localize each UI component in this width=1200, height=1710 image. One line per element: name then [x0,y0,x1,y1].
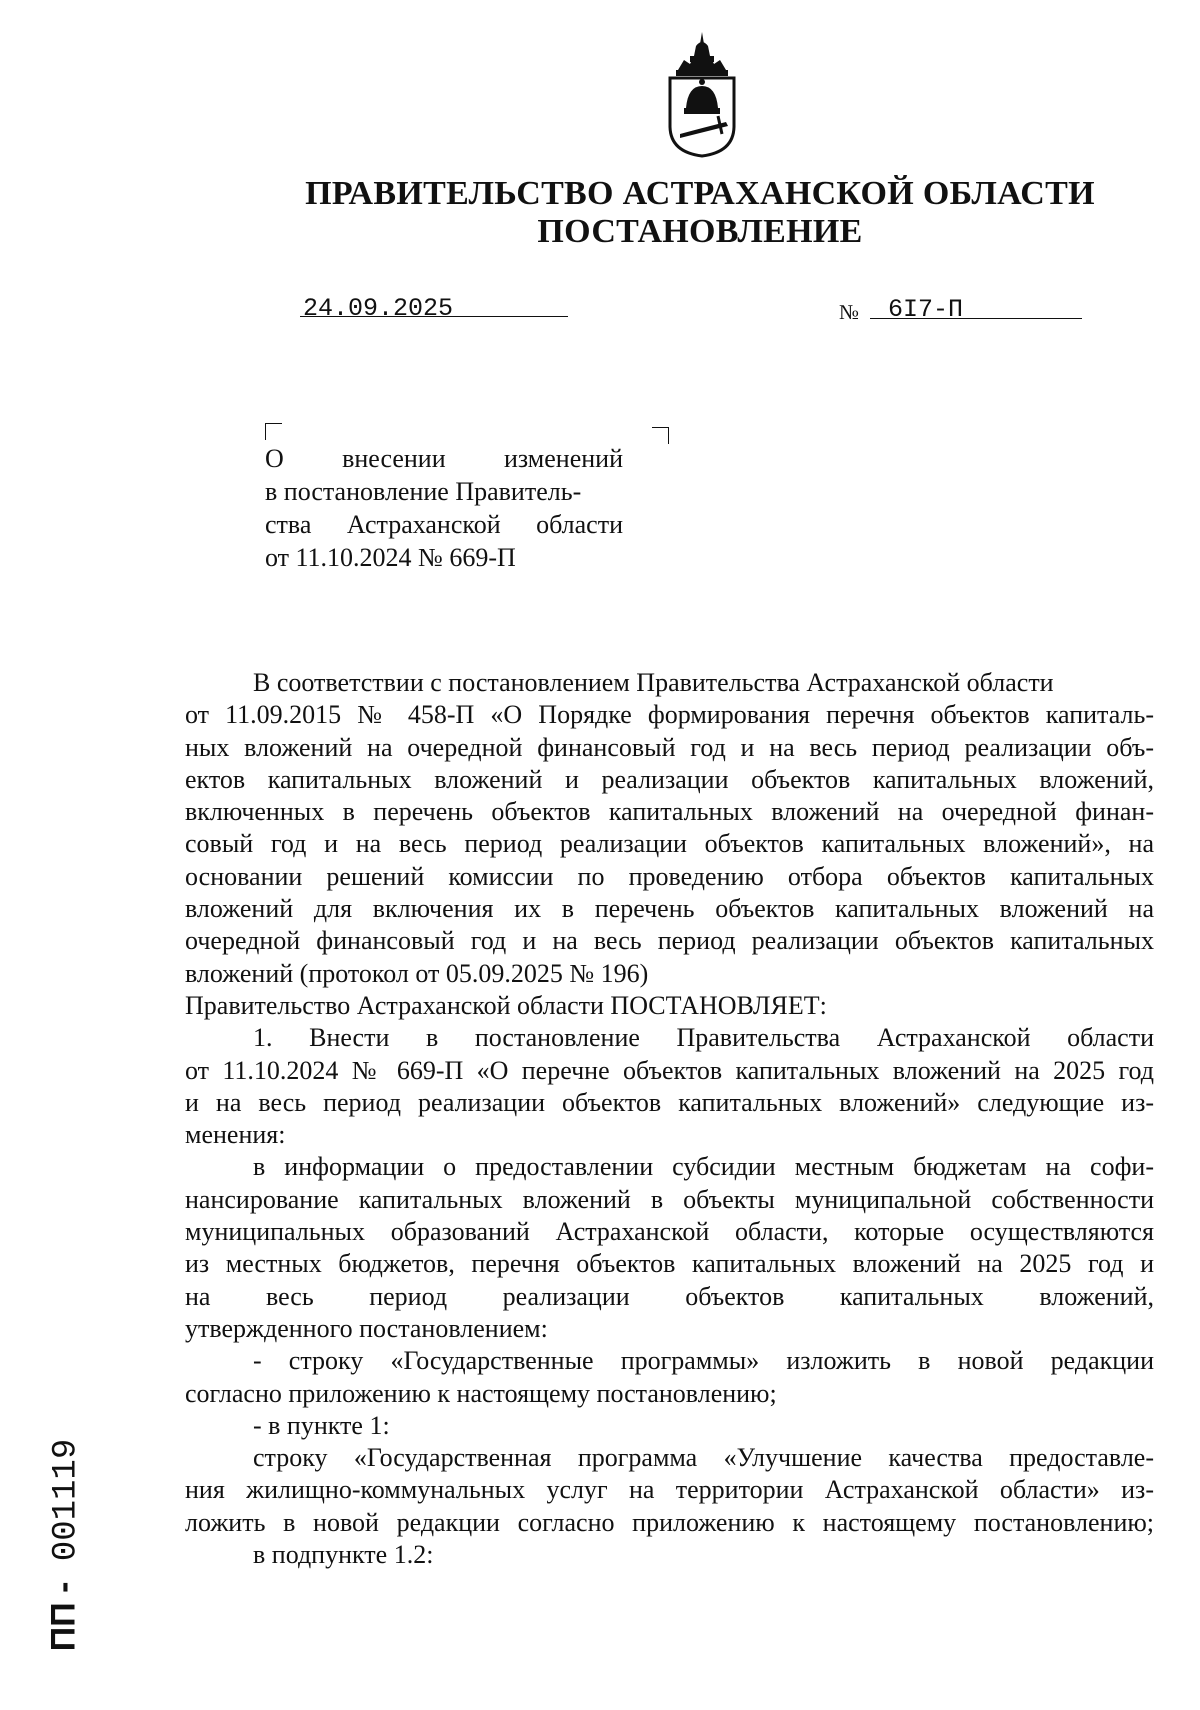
body-line: совый год и на весь период реализации объектов капитальных вложений», на [185,829,1154,859]
body-line: утвержденного постановлением: [185,1313,548,1343]
body-line: и на весь период реализации объектов капитальных вложений» следующие из- [185,1087,1154,1117]
stamp-prefix: ПП - [44,1581,83,1652]
number-label: № [839,300,860,324]
body-line: очередной финансовый год и на весь период реализации объектов капитальных [185,926,1154,956]
body-line: ектов капитальных вложений и реализации объектов капитальных вложений, [185,764,1154,794]
body-line: согласно приложению к настоящему постановлению; [185,1378,777,1408]
body-line: 1. Внести в постановление Правительства Астраханской области [253,1023,1154,1053]
body-line: на весь период реализации объектов капитальных вложений, [185,1281,1154,1311]
body-line: от 11.09.2015 № 458-П «О Порядке формирования перечня объектов капиталь- [185,700,1154,730]
subject-bracket-right [652,427,669,444]
body-line: муниципальных образований Астраханской области, которые осуществляются [185,1217,1154,1247]
body-line: ния жилищно-коммунальных услуг на территории Астраханской области» из- [185,1475,1154,1505]
body-line: ных вложений на очередной финансовый год и на весь период реализации объ- [185,732,1154,762]
document-number: 6I7-П [888,295,964,324]
body-line: из местных бюджетов, перечня объектов капитальных вложений на 2025 год и [185,1249,1154,1279]
document-date: 24.09.2025 [303,294,454,323]
government-title: ПРАВИТЕЛЬСТВО АСТРАХАНСКОЙ ОБЛАСТИ [305,175,1095,212]
document-subject [265,442,623,574]
body-line: вложений для включения их в перечень объектов капитальных вложений на [185,894,1154,924]
serial-stamp-text [45,1439,86,1651]
subject-line: О внесении изменений [265,444,623,473]
body-line: менения: [185,1120,286,1150]
body-line: - в пункте 1: [253,1410,390,1440]
subject-line: ства Астраханской области [265,510,623,539]
document-body [185,667,1154,1571]
body-line: включенных в перечень объектов капитальных вложений на очередной финан- [185,797,1154,827]
subject-line: от 11.10.2024 № 669-П [265,543,516,572]
body-line: - строку «Государственные программы» изложить в новой редакции [253,1346,1154,1376]
body-line: в информации о предоставлении субсидии местным бюджетам на софи- [253,1152,1154,1182]
document-type-title: ПОСТАНОВЛЕНИЕ [537,213,863,250]
body-line: В соответствии с постановлением Правительства Астраханской области [253,668,1054,697]
body-line: ложить в новой редакции согласно приложению к настоящему постановлению; [185,1507,1154,1537]
subject-bracket-left [265,423,282,440]
subject-line: в постановление Правитель- [265,477,582,506]
body-line: строку «Государственная программа «Улучшение качества предоставле- [253,1443,1154,1473]
body-line: от 11.10.2024 № 669-П «О перечне объектов капитальных вложений на 2025 год [185,1055,1154,1085]
stamp-serial: 001119 [47,1438,86,1562]
body-line: в подпункте 1.2: [253,1540,434,1570]
body-line: Правительство Астраханской области ПОСТАНОВЛЯЕТ: [185,990,827,1020]
coat-of-arms-icon [664,30,740,160]
serial-stamp [40,1380,90,1710]
body-line: основании решений комиссии по проведению отбора объектов капитальных [185,861,1154,891]
body-line: вложений (протокол от 05.09.2025 № 196) [185,958,649,988]
body-line: нансирование капитальных вложений в объекты муниципальной собственности [185,1184,1154,1214]
